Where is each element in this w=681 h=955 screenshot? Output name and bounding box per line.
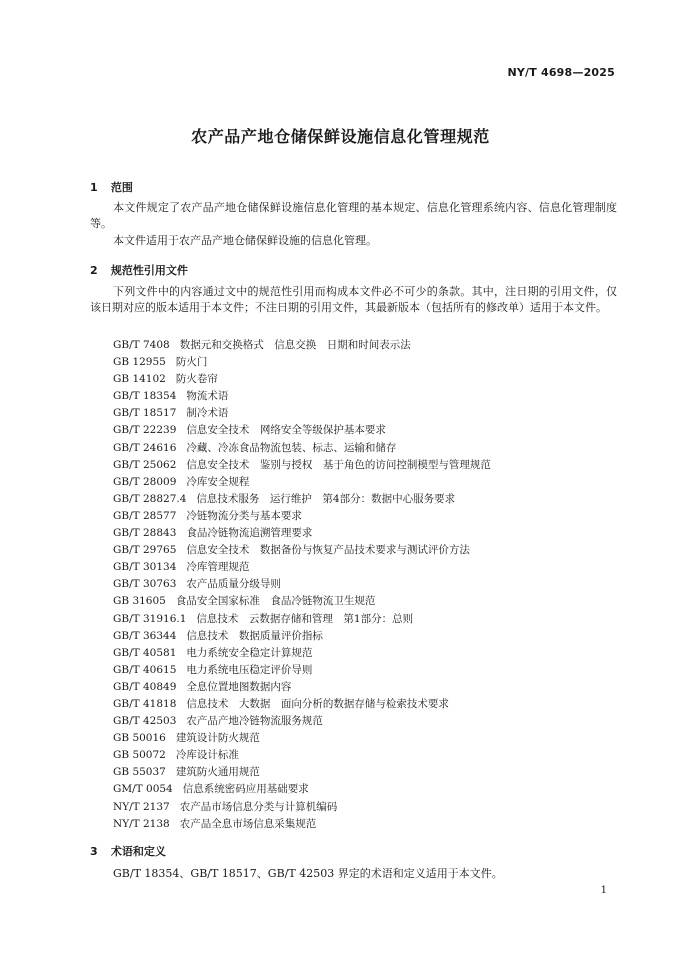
reference-code: GB/T 28009 [113,475,177,488]
reference-title: 信息系统密码应用基础要求 [182,783,309,796]
reference-title: 冷藏、冷冻食品物流包装、标志、运输和储存 [186,441,397,454]
reference-code: GB/T 18517 [113,407,177,420]
reference-code: GB/T 41818 [113,697,177,710]
reference-title: 农产品全息市场信息采集规范 [179,817,317,830]
section-number: 1 [90,181,98,194]
reference-code: GB/T 40615 [113,663,177,676]
reference-code: GB 14102 [113,373,166,386]
reference-item [113,730,491,747]
reference-code: GB/T 28843 [113,527,177,540]
reference-item [113,371,491,388]
reference-title: 农产品产地冷链物流服务规范 [186,715,323,728]
reference-code: GB/T 30134 [113,561,177,574]
reference-title: 建筑设计防火规范 [175,732,260,745]
section-heading-scope [90,179,133,195]
reference-code: GB/T 29765 [113,544,177,557]
reference-item [113,611,491,628]
document-number: NY/T 4698—2025 [507,66,615,79]
reference-item [113,764,491,781]
reference-code: GB/T 40849 [113,680,177,693]
reference-title: 冷链物流分类与基本要求 [186,509,302,522]
reference-item [113,354,491,371]
reference-title: 信息技术 云数据存储和管理 第1部分：总则 [196,612,414,625]
section-heading-terms [90,843,166,859]
reference-code: GB/T 31916.1 [113,612,187,625]
reference-code: GB/T 30763 [113,578,177,591]
scope-paragraph-2: 本文件适用于农产品产地仓储保鲜设施的信息化管理。 [113,234,377,247]
reference-title: 电力系统安全稳定计算规范 [186,646,313,659]
reference-code: GB 31605 [113,595,166,608]
reference-title: 全息位置地图数据内容 [186,680,292,693]
page-number: 1 [600,885,607,896]
reference-title: 建筑防火通用规范 [175,766,260,779]
section-number: 3 [90,845,98,858]
reference-title: 制冷术语 [186,407,229,420]
reference-item [113,747,491,764]
reference-item [113,508,491,525]
reference-title: 信息安全技术 数据备份与恢复产品技术要求与测试评价方法 [186,544,470,557]
reference-item [113,559,491,576]
reference-item [113,662,491,679]
reference-code: GB 50072 [113,749,166,762]
reference-code: GB/T 22239 [113,424,177,437]
reference-code: GB/T 36344 [113,629,177,642]
reference-code: GB/T 42503 [113,715,177,728]
reference-title: 信息安全技术 鉴别与授权 基于角色的访问控制模型与管理规范 [186,458,491,471]
reference-title: 信息安全技术 网络安全等级保护基本要求 [186,424,386,437]
section-heading-normative-references [90,262,188,278]
reference-code: GB/T 40581 [113,646,177,659]
reference-title: 物流术语 [186,390,229,403]
reference-item [113,422,491,439]
reference-code: GB/T 7408 [113,339,170,351]
section-number: 2 [90,264,98,277]
reference-code: GB/T 28827.4 [113,492,187,505]
reference-item [113,576,491,593]
reference-item [113,713,491,730]
terms-paragraph: GB/T 18354、GB/T 18517、GB/T 42503 界定的术语和定义适用于本文件。 [113,867,503,880]
reference-code: GB/T 18354 [113,390,177,403]
reference-item [113,799,491,816]
reference-code: NY/T 2137 [113,800,170,813]
reference-item [113,388,491,405]
reference-title: 电力系统电压稳定评价导则 [186,663,313,676]
reference-title: 农产品市场信息分类与计算机编码 [179,800,338,813]
reference-title: 农产品质量分级导则 [186,578,281,591]
reference-title: 防火卷帘 [175,373,218,386]
reference-title: 防火门 [175,356,208,369]
reference-item [113,593,491,610]
reference-code: GB/T 24616 [113,441,177,454]
reference-item [113,679,491,696]
reference-code: GM/T 0054 [113,783,173,796]
normative-references-intro: 下列文件中的内容通过文中的规范性引用而构成本文件必不可少的条款。其中，注日期的引用文件，仅该日期对应的版本适用于本文件；不注日期的引用文件，其最新版本（包括所有的修改单）适用于本文件。 [90,285,617,314]
section-title: 规范性引用文件 [110,264,188,277]
reference-item [113,628,491,645]
reference-code: GB 12955 [113,356,166,369]
reference-item [113,474,491,491]
reference-title: 食品安全国家标准 食品冷链物流卫生规范 [175,595,376,608]
reference-title: 数据元和交换格式 信息交换 日期和时间表示法 [179,339,411,351]
section-title: 术语和定义 [110,845,166,858]
scope-paragraph-1: 本文件规定了农产品产地仓储保鲜设施信息化管理的基本规定、信息化管理系统内容、信息化管理制度等。 [90,201,617,230]
reference-title: 冷库设计标准 [175,749,239,762]
reference-title: 信息技术 数据质量评价指标 [186,629,323,642]
reference-code: GB 50016 [113,732,166,745]
reference-item [113,491,491,508]
reference-code: GB/T 25062 [113,458,177,471]
reference-item [113,457,491,474]
reference-list [113,337,491,833]
reference-title: 信息技术服务 运行维护 第4部分：数据中心服务要求 [196,492,456,505]
reference-item [113,337,491,354]
reference-item [113,816,491,833]
section-title: 范围 [110,181,133,194]
reference-title: 食品冷链物流追溯管理要求 [186,527,313,540]
reference-item [113,542,491,559]
reference-title: 冷库管理规范 [186,561,250,574]
reference-item [113,405,491,422]
reference-item [113,525,491,542]
reference-code: GB/T 28577 [113,509,177,522]
reference-code: GB 55037 [113,766,166,779]
reference-title: 信息技术 大数据 面向分析的数据存储与检索技术要求 [186,697,449,710]
reference-item [113,781,491,798]
reference-code: NY/T 2138 [113,817,170,830]
reference-item [113,645,491,662]
document-title: 农产品产地仓储保鲜设施信息化管理规范 [191,127,490,146]
reference-item [113,440,491,457]
reference-title: 冷库安全规程 [186,475,250,488]
reference-item [113,696,491,713]
